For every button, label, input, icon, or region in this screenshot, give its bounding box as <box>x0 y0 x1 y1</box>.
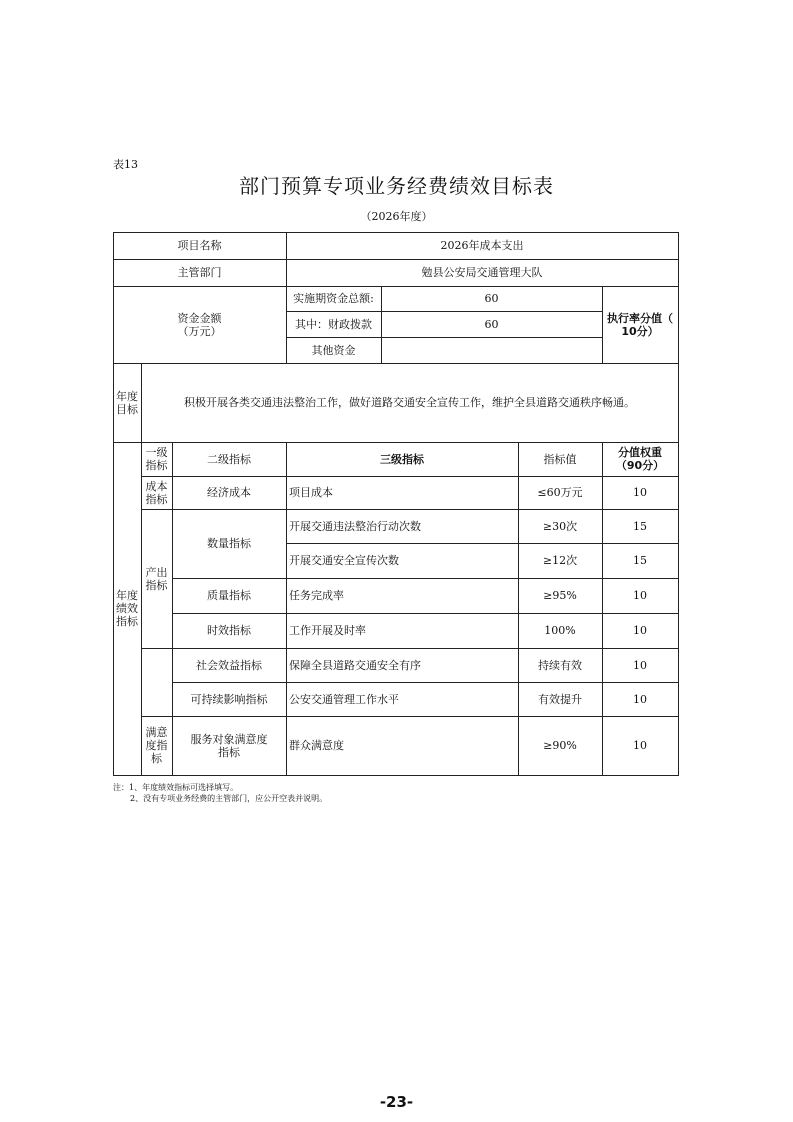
row-value: ≤60万元 <box>537 486 583 499</box>
execution-rate-label: 执行率分值（ 10分） <box>607 311 673 338</box>
row-level3: 任务完成率 <box>289 589 344 602</box>
department-label: 主管部门 <box>177 266 222 279</box>
table-border <box>113 232 114 776</box>
year-subtitle: （2026年度） <box>360 210 433 223</box>
row-weight: 15 <box>633 554 647 567</box>
row-level3: 公安交通管理工作水平 <box>289 692 399 706</box>
footnotes <box>113 782 327 804</box>
row-weight: 10 <box>633 486 647 499</box>
table-border <box>678 232 679 776</box>
row-value: 有效提升 <box>538 692 582 706</box>
group-benefit <box>141 648 172 716</box>
department-value: 勉县公安局交通管理大队 <box>421 266 543 279</box>
row-divider <box>113 442 679 443</box>
row-level3: 开展交通违法整治行动次数 <box>289 519 421 533</box>
row-divider <box>113 363 679 364</box>
header-level1: 一级 指标 <box>145 446 168 472</box>
row-value: ≥30次 <box>542 519 578 533</box>
col-divider <box>286 232 287 363</box>
table-number: 表13 <box>113 158 138 171</box>
fund-total-value: 60 <box>484 292 499 305</box>
row-level2: 服务对象满意度 指标 <box>190 732 268 759</box>
table-border <box>113 775 679 776</box>
row-level3: 保障全县道路交通安全有序 <box>289 658 421 672</box>
row-weight: 10 <box>633 658 647 672</box>
row-level2: 数量指标 <box>207 537 251 550</box>
col-divider <box>172 442 173 776</box>
row-level2: 社会效益指标 <box>196 658 262 672</box>
row-weight: 10 <box>633 624 647 637</box>
fund-fiscal-value: 60 <box>484 317 499 331</box>
footnote-2: 2、没有专项业务经费的主管部门，应公开空表并说明。 <box>130 794 328 803</box>
row-value: 100% <box>544 624 576 637</box>
fund-fiscal-label: 其中：财政拨款 <box>295 317 372 331</box>
group-cost: 成本 指标 <box>145 479 168 506</box>
row-divider <box>141 648 679 649</box>
row-level2: 时效指标 <box>207 624 251 637</box>
row-value: 持续有效 <box>538 658 582 672</box>
indicators-section-label: 年度 绩效 指标 <box>116 589 138 628</box>
row-level2: 可持续影响指标 <box>190 692 268 706</box>
annual-goal-text: 积极开展各类交通违法整治工作，做好道路交通安全宣传工作，维护全县道路交通秩序畅通。 <box>184 396 635 409</box>
header-level2: 二级指标 <box>207 452 251 466</box>
row-divider <box>113 286 679 287</box>
col-divider <box>141 363 142 776</box>
header-level3: 三级指标 <box>380 452 424 466</box>
row-weight: 10 <box>633 692 647 706</box>
row-level3: 群众满意度 <box>289 739 344 752</box>
project-name-value: 2026年成本支出 <box>440 239 524 252</box>
col-divider <box>286 442 287 776</box>
row-divider <box>286 543 679 544</box>
row-value: ≥90% <box>543 739 577 752</box>
footnote-1: 注：1、年度绩效指标可选择填写。 <box>113 783 239 792</box>
row-level2: 质量指标 <box>207 589 251 602</box>
row-value: ≥95% <box>543 589 577 602</box>
fund-other-value <box>381 337 602 363</box>
table-border <box>113 232 679 233</box>
col-divider <box>381 286 382 363</box>
row-value: ≥12次 <box>542 554 578 567</box>
row-level2: 经济成本 <box>207 486 251 499</box>
group-satisfaction: 满意 度指 标 <box>145 726 168 765</box>
annual-goal-label: 年度 目标 <box>116 389 138 416</box>
row-weight: 10 <box>633 589 647 602</box>
page-number: -23- <box>379 1093 414 1111</box>
project-name-label: 项目名称 <box>177 239 222 252</box>
col-divider <box>602 286 603 363</box>
row-level3: 项目成本 <box>289 486 333 499</box>
col-divider <box>602 442 603 776</box>
row-weight: 15 <box>633 519 647 533</box>
fund-amount-label: 资金金额 （万元） <box>177 311 222 338</box>
row-divider <box>141 476 679 477</box>
group-output: 产出 指标 <box>145 565 168 592</box>
fund-total-label: 实施期资金总额: <box>293 292 374 305</box>
col-divider <box>518 442 519 776</box>
row-divider <box>141 509 679 510</box>
row-divider <box>113 259 679 260</box>
row-level3: 开展交通安全宣传次数 <box>289 554 399 567</box>
row-divider <box>286 311 602 312</box>
row-level3: 工作开展及时率 <box>289 624 366 637</box>
row-weight: 10 <box>633 739 647 752</box>
row-divider <box>141 716 679 717</box>
row-divider <box>286 337 602 338</box>
fund-other-label: 其他资金 <box>311 343 356 357</box>
header-value: 指标值 <box>543 452 577 466</box>
header-weight: 分值权重 （90分） <box>615 446 665 472</box>
page-title: 部门预算专项业务经费绩效目标表 <box>239 174 554 198</box>
